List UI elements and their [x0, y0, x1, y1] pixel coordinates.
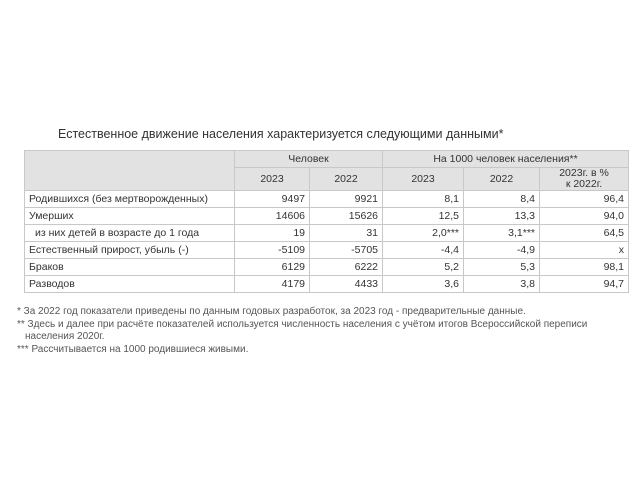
- header-per-1000: На 1000 человек населения**: [383, 151, 629, 168]
- cell-value: 94,0: [540, 208, 629, 225]
- cell-value: 6222: [310, 259, 383, 276]
- cell-value: 5,2: [383, 259, 464, 276]
- cell-value: 9921: [310, 191, 383, 208]
- cell-value: 6129: [235, 259, 310, 276]
- row-label: Умерших: [25, 208, 235, 225]
- cell-value: 12,5: [383, 208, 464, 225]
- footnotes: [17, 306, 627, 356]
- footnote: * За 2022 год показатели приведены по данным годовых разработок, за 2023 год - предварительные данные.: [17, 306, 526, 317]
- table-caption: Естественное движение населения характеризуется следующими данными*: [58, 127, 504, 141]
- cell-value: 96,4: [540, 191, 629, 208]
- population-movement-table: [24, 150, 629, 293]
- row-label: из них детей в возрасте до 1 года: [25, 225, 235, 242]
- cell-value: 3,8: [464, 276, 540, 293]
- header-year: 2023: [235, 168, 310, 191]
- row-label: Естественный прирост, убыль (-): [25, 242, 235, 259]
- cell-value: 98,1: [540, 259, 629, 276]
- cell-value: 4433: [310, 276, 383, 293]
- cell-value: -4,9: [464, 242, 540, 259]
- group-header-row: [25, 151, 629, 168]
- footnote-continuation: населения 2020г.: [25, 331, 105, 342]
- cell-value: 19: [235, 225, 310, 242]
- header-year: 2022: [464, 168, 540, 191]
- cell-value: х: [540, 242, 629, 259]
- cell-value: 8,1: [383, 191, 464, 208]
- table-row: [25, 191, 629, 208]
- header-year: 2023: [383, 168, 464, 191]
- cell-value: 13,3: [464, 208, 540, 225]
- table-row: [25, 242, 629, 259]
- cell-value: 8,4: [464, 191, 540, 208]
- table-row: [25, 225, 629, 242]
- row-label: Родившихся (без мертворожденных): [25, 191, 235, 208]
- header-persons: Человек: [235, 151, 383, 168]
- cell-value: 4179: [235, 276, 310, 293]
- footnote: ** Здесь и далее при расчёте показателей используется численность населения с учётом итогов Всероссийской переписи: [17, 318, 588, 330]
- header-percent-text: 2023г. в % к 2022г.: [559, 167, 609, 190]
- row-label: Разводов: [25, 276, 235, 293]
- cell-value: 5,3: [464, 259, 540, 276]
- cell-value: 64,5: [540, 225, 629, 242]
- cell-value: -4,4: [383, 242, 464, 259]
- header-percent: [540, 168, 629, 191]
- cell-value: 14606: [235, 208, 310, 225]
- cell-value: 9497: [235, 191, 310, 208]
- cell-value: 2,0***: [383, 225, 464, 242]
- cell-value: 94,7: [540, 276, 629, 293]
- cell-value: 3,1***: [464, 225, 540, 242]
- cell-value: 31: [310, 225, 383, 242]
- cell-value: -5109: [235, 242, 310, 259]
- table-row: [25, 208, 629, 225]
- cell-value: 3,6: [383, 276, 464, 293]
- table-row: [25, 259, 629, 276]
- header-empty-cell: [25, 151, 235, 191]
- table-row: [25, 276, 629, 293]
- cell-value: 15626: [310, 208, 383, 225]
- cell-value: -5705: [310, 242, 383, 259]
- header-year: 2022: [310, 168, 383, 191]
- footnote: *** Рассчитывается на 1000 родившиеся живыми.: [17, 343, 249, 355]
- row-label: Браков: [25, 259, 235, 276]
